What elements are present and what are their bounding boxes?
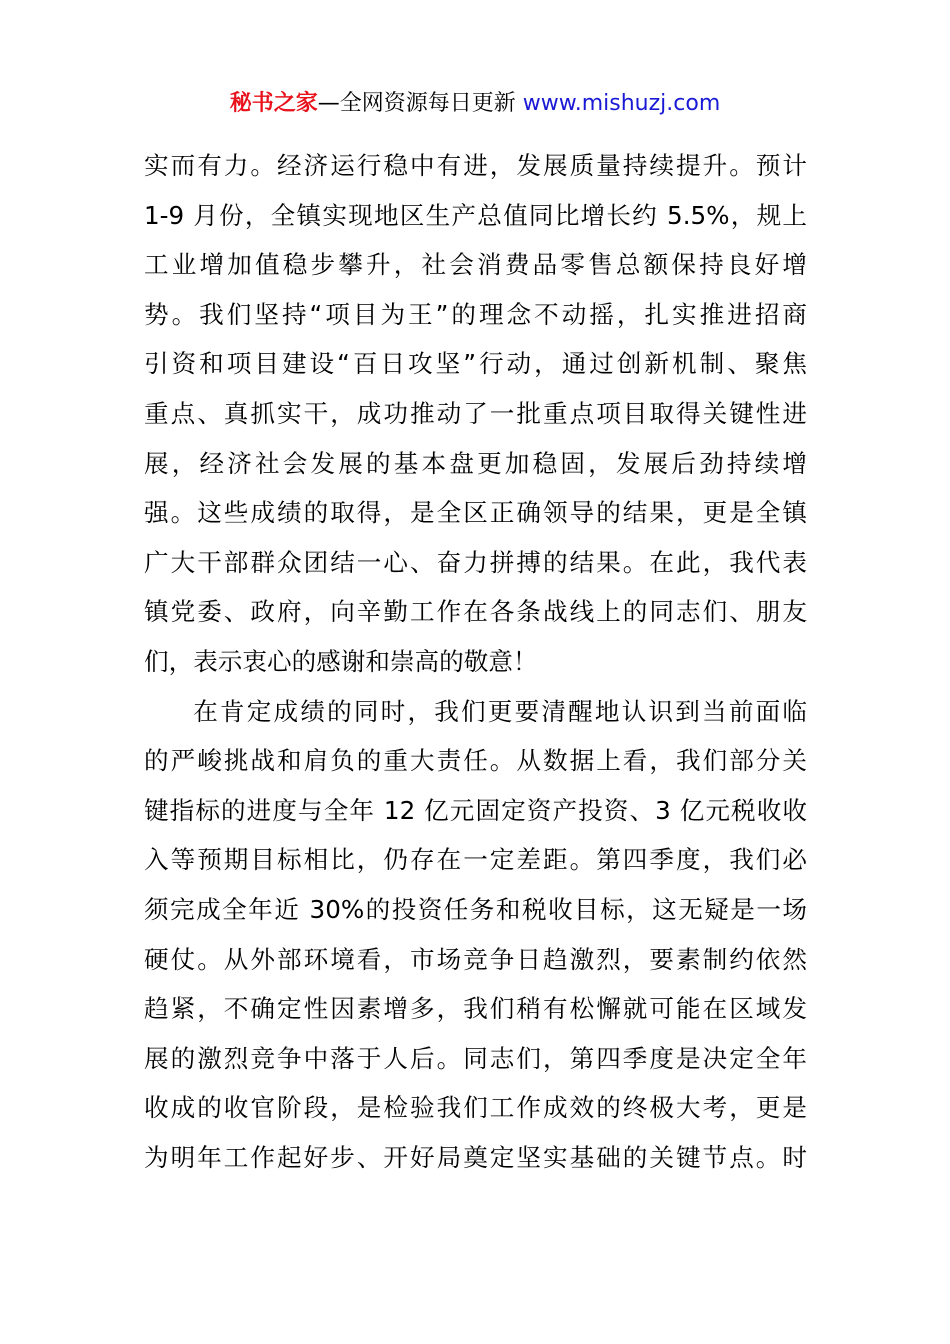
text-line: 收成的收官阶段，是检验我们工作成效的终极大考，更是 — [144, 1093, 807, 1123]
paragraph — [144, 687, 807, 1183]
page-header — [0, 86, 950, 122]
text-line: 引资和项目建设“百日攻坚”行动，通过创新机制、聚焦 — [144, 349, 807, 379]
text-line: 广大干部群众团结一心、奋力拼搏的结果。在此，我代表 — [144, 547, 807, 577]
text-line: 强。这些成绩的取得，是全区正确领导的结果，更是全镇 — [144, 498, 807, 528]
header-tagline: —全网资源每日更新 — [317, 91, 523, 116]
text-line: 1-9 月份，全镇实现地区生产总值同比增长约 5.5%，规上 — [144, 200, 807, 230]
text-line: 展的激烈竞争中落于人后。同志们，第四季度是决定全年 — [144, 1043, 807, 1073]
text-line: 在肯定成绩的同时，我们更要清醒地认识到当前面临 — [193, 696, 807, 726]
text-line: 的严峻挑战和肩负的重大责任。从数据上看，我们部分关 — [144, 746, 807, 776]
text-line: 键指标的进度与全年 12 亿元固定资产投资、3 亿元税收收 — [144, 795, 807, 825]
brand-name: 秘书之家 — [229, 91, 318, 116]
document-body — [144, 141, 807, 1182]
site-url-link[interactable]: www.mishuzj.com — [522, 91, 721, 116]
text-line: 入等预期目标相比，仍存在一定差距。第四季度，我们必 — [144, 845, 807, 875]
text-line: 趋紧，不确定性因素增多，我们稍有松懈就可能在区域发 — [144, 994, 807, 1024]
text-line: 们，表示衷心的感谢和崇高的敬意！ — [144, 646, 538, 676]
text-line: 为明年工作起好步、开好局奠定坚实基础的关键节点。时 — [144, 1142, 807, 1172]
text-line: 镇党委、政府，向辛勤工作在各条战线上的同志们、朋友 — [144, 597, 807, 627]
text-line: 须完成全年近 30%的投资任务和税收目标，这无疑是一场 — [144, 894, 807, 924]
text-line: 展，经济社会发展的基本盘更加稳固，发展后劲持续增 — [144, 448, 807, 478]
text-line: 势。我们坚持“项目为王”的理念不动摇，扎实推进招商 — [144, 299, 807, 329]
text-line: 重点、真抓实干，成功推动了一批重点项目取得关键性进 — [144, 398, 807, 428]
paragraph — [144, 141, 807, 687]
text-line: 工业增加值稳步攀升，社会消费品零售总额保持良好增 — [144, 250, 807, 280]
text-line: 硬仗。从外部环境看，市场竞争日趋激烈，要素制约依然 — [144, 944, 807, 974]
text-line: 实而有力。经济运行稳中有进，发展质量持续提升。预计 — [144, 151, 807, 180]
